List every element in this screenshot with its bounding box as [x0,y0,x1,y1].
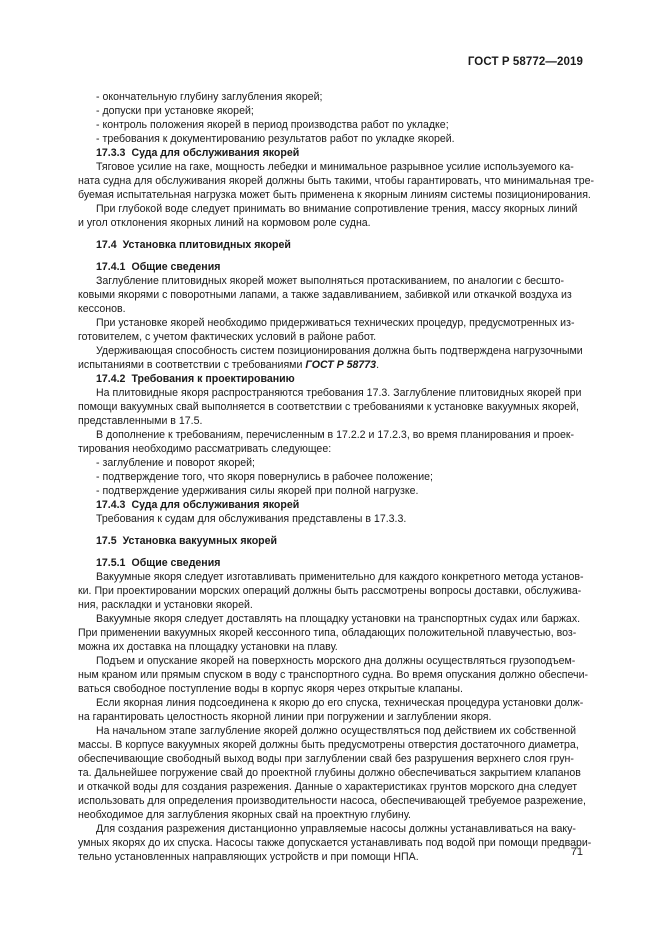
paragraph [78,202,586,230]
paragraph [78,654,589,696]
paragraph-tail: . [376,359,380,371]
paragraph-line: Вакуумные якоря следует изготавливать применительно для каждого конкретного метода установ- [96,571,584,583]
section-spacer [78,526,586,534]
paragraph [78,822,592,864]
paragraph-line: буемая испытательная нагрузка может быть применена к якорным линиям системы позиционирования. [78,189,591,201]
paragraph-line: Тяговое усилие на гаке, мощность лебедки и минимальное разрывное усилие используемого ка- [96,161,574,173]
list-item: - заглубление и поворот якорей; [96,457,255,469]
section-spacer [78,548,586,556]
paragraph-line: на гарантировать целостность якорной линии при погружении и заглублении якоря. [78,711,492,723]
paragraph-line: Для создания разрежения дистанционно управляемые насосы должны устанавливаться на ваку- [96,823,576,835]
paragraph-line: ната судна для обслуживания якорей должны быть такими, чтобы гарантировать, что минимальная тре- [78,175,595,187]
heading-number: 17.4 [96,239,117,251]
subsection-heading [78,556,586,570]
paragraph-line: В дополнение к требованиям, перечисленным в 17.2.2 и 17.2.3, во время планирования и проек- [96,429,575,441]
paragraph-line: ки. При проектировании морских операций должны быть рассмотрены вопросы доставки, обслужива- [78,585,582,597]
heading-number: 17.4.1 [96,261,126,273]
paragraph-line: и откачкой воды для создания разрежения. Данные о характеристиках грунтов морского дна следует [78,781,578,793]
list-item: - требования к документированию результатов работ по укладке якорей. [96,133,455,145]
paragraph-line: кессонов. [78,303,126,315]
paragraph-line: готовителем, с учетом фактических условий в районе работ. [78,331,377,343]
heading-number: 17.3.3 [96,147,126,159]
heading-title: Установка плитовидных якорей [122,239,291,251]
heading-title: Суда для обслуживания якорей [131,147,300,159]
paragraph [78,428,586,456]
paragraph-line: и угол отклонения якорных линий на кормовом роле судна. [78,217,371,229]
paragraph-line: тирования необходимо рассматривать следующее: [78,443,332,455]
heading-title: Установка вакуумных якорей [122,535,278,547]
paragraph [78,160,595,202]
page-number: 71 [570,846,583,858]
subsection-heading [78,260,586,274]
heading-number: 17.4.3 [96,499,126,511]
subsection-heading [78,146,586,160]
paragraph-line: При установке якорей необходимо придерживаться технических процедур, предусмотренных из- [96,317,575,329]
standard-header: ГОСТ Р 58772—2019 [467,56,583,68]
paragraph-line: При применении вакуумных якорей кессонного типа, обладающих положительной плавучестью, воз- [78,627,577,639]
paragraph-line: тельно установленных направляющих устройств и при помощи НПА. [78,851,419,863]
paragraph-line: Заглубление плитовидных якорей может выполняться протаскиванием, по аналогии с бесшто- [96,275,564,287]
paragraph-line: использовать для определения производительности насоса, обеспечивающей требуемое разрежение, [78,795,586,807]
paragraph [78,344,586,372]
list-item: - допуски при установке якорей; [96,105,254,117]
paragraph-line: При глубокой воде следует принимать во внимание сопротивление трения, массу якорных линий [96,203,578,215]
paragraph-line: помощи вакуумных свай выполняется в соответствии с требованиями к установке вакуумных якорей, [78,401,579,413]
paragraph-line: можна их доставка на площадку установки на плаву. [78,641,338,653]
heading-number: 17.5.1 [96,557,126,569]
paragraph [78,512,586,526]
paragraph-line: Если якорная линия подсоединена к якорю до его спуска, техническая процедура установки долж- [96,697,584,709]
paragraph [78,386,586,428]
paragraph [78,696,586,724]
paragraph [78,724,586,822]
paragraph-line: ваться свободное поступление воды в корпус якоря через открытые клапаны. [78,683,463,695]
paragraph-line: умных якорях до их спуска. Насосы также допускается устанавливать под водой при помощи предвари- [78,837,592,849]
paragraph-line: массы. В корпусе вакуумных якорей должны быть предусмотрены отверстия достаточного диаметра, [78,739,579,751]
list-item: - окончательную глубину заглубления якорей; [96,91,323,103]
paragraph-line: Вакуумные якоря следует доставлять на площадку установки на транспортных судах или баржах. [96,613,581,625]
paragraph-line: испытаниями в соответствии с требованиями ГОСТ Р 58773. [78,359,380,371]
paragraph [78,612,586,654]
heading-title: Требования к проектированию [131,373,295,385]
subsection-heading [78,372,586,386]
list-item: - подтверждение того, что якоря повернулись в рабочее положение; [96,471,433,483]
section-spacer [78,252,586,260]
paragraph-line: На плитовидные якоря распространяются требования 17.3. Заглубление плитовидных якорей при [96,387,582,399]
paragraph-line: Требования к судам для обслуживания представлены в 17.3.3. [96,513,407,525]
paragraph-line: Подъем и опускание якорей на поверхность морского дна должны осуществляться грузоподъем- [96,655,576,667]
standard-reference: ГОСТ Р 58773 [305,359,377,371]
heading-title: Общие сведения [131,557,221,569]
paragraph-line: представленными в 17.5. [78,415,203,427]
paragraph [78,274,586,316]
list-item: - контроль положения якорей в период производства работ по укладке; [96,119,449,131]
paragraph-line: та. Дальнейшее погружение свай до проектной глубины должно обеспечиваться закрытием клапанов [78,767,581,779]
paragraph-line: ным краном или прямым спуском в воду с транспортного судна. Во время опускания должно обеспечи- [78,669,589,681]
heading-title: Суда для обслуживания якорей [131,499,300,511]
paragraph-line: На начальном этапе заглубление якорей должно осуществляться под действием их собственной [96,725,577,737]
subsection-heading [78,498,586,512]
paragraph-line: обеспечивающие свободный выход воды при заглублении свай без разрушения верхнего слоя грун- [78,753,574,765]
list-item: - подтверждение удерживания силы якорей при полной нагрузке. [96,485,419,497]
document-body [78,90,595,864]
paragraph [78,316,586,344]
heading-number: 17.4.2 [96,373,126,385]
section-heading [78,534,586,548]
paragraph-line: ковыми якорями с поворотными лапами, а также задавливанием, забивкой или откачкой воздуха из [78,289,572,301]
section-heading [78,238,586,252]
section-spacer [78,230,586,238]
heading-number: 17.5 [96,535,117,547]
paragraph-line: ния, раскладки и установки якорей. [78,599,253,611]
paragraph [78,570,586,612]
heading-title: Общие сведения [131,261,221,273]
paragraph-line: Удерживающая способность систем позиционирования должна быть подтверждена нагрузочными [96,345,583,357]
paragraph-line: необходимое для заглубления якорных свай на проектную глубину. [78,809,411,821]
